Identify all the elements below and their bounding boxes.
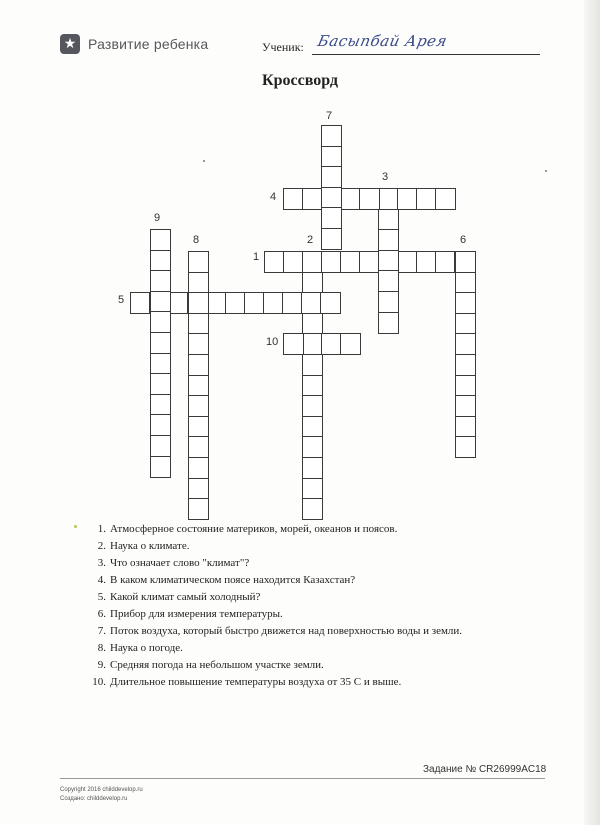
crossword-cell[interactable] [188,313,209,335]
crossword-cell[interactable] [225,292,246,314]
crossword-cell[interactable] [302,436,323,458]
crossword-cell[interactable] [150,250,171,272]
student-label: Ученик: [262,40,304,54]
clue-number-label: 9 [154,212,161,224]
ink-mark [74,525,77,528]
crossword-cell[interactable] [188,292,209,314]
clue-text: Прибор для измерения температуры. [110,608,283,620]
clue-text: Наука о погоде. [110,642,183,654]
crossword-cell[interactable] [150,394,171,416]
crossword-cell[interactable] [435,251,456,273]
crossword-cell[interactable] [435,188,456,210]
crossword-cell[interactable] [206,292,227,314]
crossword-cell[interactable] [130,292,151,314]
student-name-line [312,54,540,55]
crossword-cell[interactable] [188,354,209,376]
crossword-cell[interactable] [416,251,437,273]
crossword-cell[interactable] [455,333,476,355]
clue-number: 6. [97,608,106,620]
clue-number-label: 4 [270,191,277,203]
crossword-cell[interactable] [302,498,323,520]
crossword-cell[interactable] [321,228,342,250]
crossword-cell[interactable] [150,229,171,251]
crossword-cell[interactable] [188,375,209,397]
clue-number: 3. [97,557,106,569]
crossword-cell[interactable] [188,436,209,458]
crossword-cell[interactable] [340,333,361,355]
crossword-cell[interactable] [150,270,171,292]
clue-text: Длительное повышение температуры воздуха от 35 С и выше. [110,676,402,688]
clue-number: 5. [97,591,106,603]
clue-number: 1. [97,523,106,535]
crossword-cell[interactable] [263,292,284,314]
crossword-cell[interactable] [416,188,437,210]
task-number: Задание № CR26999AC18 [423,764,547,775]
crossword-cell[interactable] [455,354,476,376]
created-text: Создано: childdevelop.ru [60,796,128,802]
crossword-cell[interactable] [320,292,341,314]
copyright-block [60,786,143,804]
crossword-cell[interactable] [188,333,209,355]
crossword-cell[interactable] [188,272,209,294]
crossword-cell[interactable] [302,313,323,335]
clue-text: В каком климатическом поясе находится Казахстан? [110,574,356,586]
crossword-cell[interactable] [188,416,209,438]
crossword-cell[interactable] [378,188,399,210]
crossword-cell[interactable] [302,457,323,479]
clue-text: Что означает слово "климат"? [110,557,250,569]
crossword-cell[interactable] [188,251,209,273]
crossword-cell[interactable] [321,187,342,209]
clue-number-label: 1 [253,251,260,263]
crossword-cell[interactable] [455,251,476,273]
crossword-cell[interactable] [378,312,399,334]
crossword-cell[interactable] [378,291,399,313]
copyright-text: Copyright 2016 childdevelop.ru [60,787,143,793]
clue-item [92,640,462,657]
clue-number: 2. [97,540,106,552]
crossword-cell[interactable] [188,457,209,479]
clue-text: Атмосферное состояние материков, морей, океанов и поясов. [110,523,398,535]
crossword-cell[interactable] [378,229,399,251]
star-logo-icon: ★ [60,34,80,54]
crossword-cell[interactable] [168,292,189,314]
crossword-cell[interactable] [321,125,342,147]
clue-item [92,606,462,623]
student-name-handwritten: Басыпбай Арея [316,32,449,50]
clue-item [92,657,462,674]
crossword-cell[interactable] [397,188,418,210]
crossword-cell[interactable] [302,272,323,294]
crossword-cell[interactable] [340,251,361,273]
crossword-cell[interactable] [150,332,171,354]
crossword-cell[interactable] [455,436,476,458]
crossword-cell[interactable] [340,188,361,210]
crossword-cell[interactable] [378,270,399,292]
crossword-cell[interactable] [378,209,399,231]
crossword-cell[interactable] [455,416,476,438]
clue-number-label: 6 [460,234,467,246]
crossword-cell[interactable] [150,435,171,457]
crossword-cell[interactable] [321,207,342,229]
crossword-cell[interactable] [302,375,323,397]
page-title: Кроссворд [261,72,338,89]
scan-edge-shadow [584,0,600,825]
crossword-cell[interactable] [302,188,323,210]
crossword-cell[interactable] [359,251,380,273]
crossword-cell[interactable] [455,395,476,417]
crossword-cell[interactable] [302,416,323,438]
crossword-cell[interactable] [359,188,380,210]
crossword-cell[interactable] [321,333,342,355]
brand [60,34,208,54]
clue-item [92,555,462,572]
crossword-cell[interactable] [302,395,323,417]
crossword-cell[interactable] [321,251,342,273]
clue-number: 7. [97,625,106,637]
crossword-cell[interactable] [301,292,322,314]
clue-number-label: 8 [193,234,200,246]
crossword-cell[interactable] [321,166,342,188]
crossword-cell[interactable] [321,146,342,168]
clue-text: Какой климат самый холодный? [110,591,261,603]
clue-number-label: 2 [307,234,314,246]
clue-number-label: 3 [382,171,389,183]
crossword-cell[interactable] [244,292,265,314]
clue-item [92,589,462,606]
crossword-cell[interactable] [455,272,476,294]
brand-name: Развитие ребенка [88,36,209,52]
clue-text: Наука о климате. [110,540,190,552]
crossword-cell[interactable] [302,478,323,500]
crossword-cell[interactable] [150,291,171,313]
crossword-cell[interactable] [188,395,209,417]
crossword-cell[interactable] [150,311,171,333]
crossword-cell[interactable] [150,456,171,478]
crossword-cell[interactable] [283,188,304,210]
crossword-cell[interactable] [150,353,171,375]
ink-speck [545,170,547,172]
crossword-cell[interactable] [264,251,285,273]
clues-list [92,521,462,691]
crossword-cell[interactable] [150,373,171,395]
crossword-cell[interactable] [282,292,303,314]
clue-item [92,674,462,691]
clue-item [92,623,462,640]
clue-number: 8. [97,642,106,654]
crossword-cell[interactable] [378,250,399,272]
clue-number-label: 10 [266,336,279,348]
clue-item [92,572,462,589]
footer-divider [60,778,545,779]
crossword-cell[interactable] [302,354,323,376]
clue-number-label: 5 [118,294,125,306]
clue-number: 4. [97,574,106,586]
crossword-cell[interactable] [283,251,304,273]
crossword-cell[interactable] [302,251,323,273]
crossword-cell[interactable] [283,333,304,355]
crossword-cell[interactable] [150,414,171,436]
clue-item [92,538,462,555]
crossword-cell[interactable] [455,313,476,335]
clue-text: Поток воздуха, который быстро движется над поверхностью воды и земли. [110,625,463,637]
clue-text: Средняя погода на небольшом участке земли. [110,659,324,671]
crossword-cell[interactable] [188,478,209,500]
crossword-cell[interactable] [188,498,209,520]
ink-speck [203,160,205,162]
crossword-cell[interactable] [455,292,476,314]
clue-item [92,521,462,538]
clue-number: 9. [97,659,106,671]
clue-number: 10. [92,676,106,688]
crossword-cell[interactable] [455,375,476,397]
crossword-cell[interactable] [397,251,418,273]
crossword-cell[interactable] [302,333,323,355]
clue-number-label: 7 [326,110,333,122]
